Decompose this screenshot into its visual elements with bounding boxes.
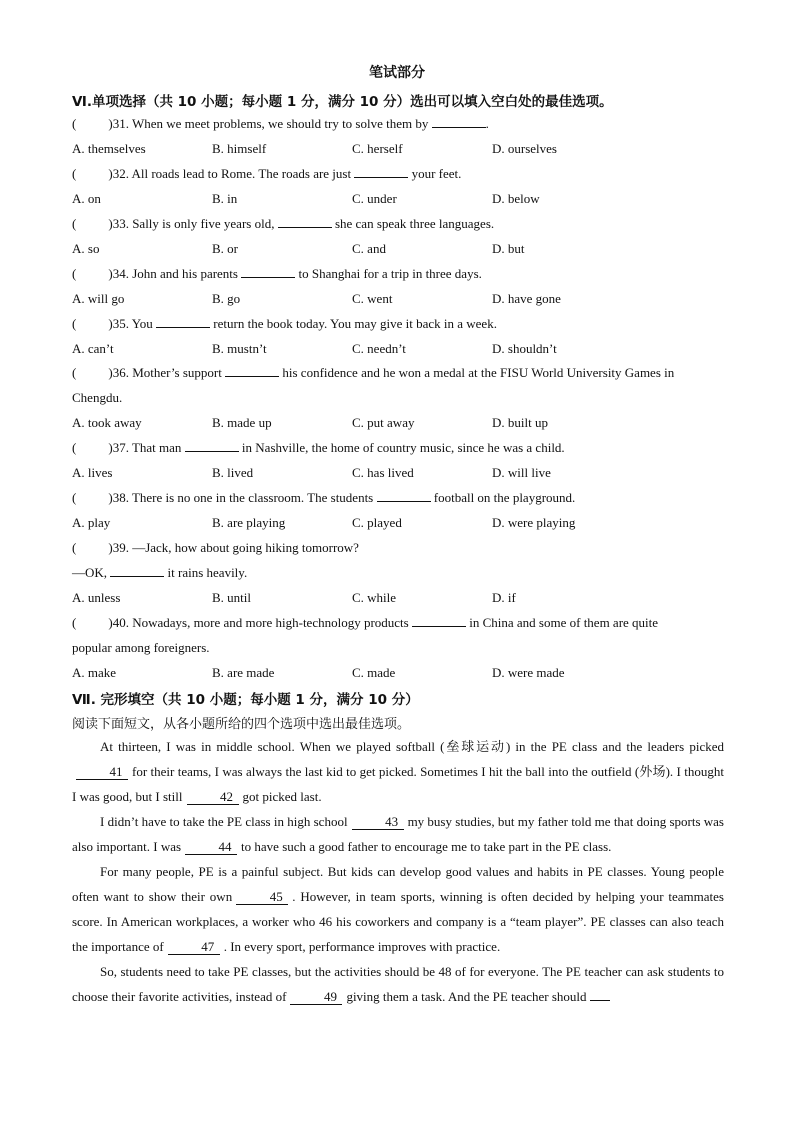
answer-blank bbox=[225, 364, 279, 377]
option-d: D. were made bbox=[492, 665, 565, 680]
option-b: B. are playing bbox=[212, 515, 286, 530]
cloze-blank-47: 47 bbox=[168, 940, 220, 955]
option-a: A. themselves bbox=[72, 141, 146, 156]
option-c: C. played bbox=[352, 515, 402, 530]
page-title: 笔试部分 bbox=[369, 65, 425, 81]
question-39-reply: —OK, it rains heavily. bbox=[72, 565, 248, 580]
option-c: C. herself bbox=[352, 141, 403, 156]
option-d: D. below bbox=[492, 191, 540, 206]
question-34: ( )34. John and his parents to Shanghai for a trip in three days. bbox=[72, 266, 482, 281]
option-b: B. or bbox=[212, 241, 238, 256]
answer-blank bbox=[278, 215, 332, 228]
option-d: D. if bbox=[492, 590, 516, 605]
option-c: C. under bbox=[352, 191, 397, 206]
option-c: C. and bbox=[352, 241, 386, 256]
option-d: D. were playing bbox=[492, 515, 576, 530]
option-b: B. in bbox=[212, 191, 238, 206]
answer-blank bbox=[432, 115, 486, 128]
option-c: C. made bbox=[352, 665, 396, 680]
section-7-heading: Ⅶ. 完形填空（共 10 小题；每小题 1 分，满分 10 分） bbox=[72, 692, 419, 708]
answer-blank bbox=[156, 315, 210, 328]
paragraph-1: At thirteen, I was in middle school. When we played softball (垒球运动) in the PE class and the leaders picked41 for their teams, I was always the last kid to get picked. Sometimes I hit the ball into the outfield (外场). I thought I was good, but I still 42 got picked last. bbox=[72, 739, 724, 804]
answer-blank bbox=[377, 489, 431, 502]
cloze-blank-43: 43 bbox=[352, 815, 404, 830]
cloze-blank-49: 49 bbox=[290, 990, 342, 1005]
option-c: C. has lived bbox=[352, 465, 414, 480]
cloze-blank-50 bbox=[590, 988, 610, 1001]
question-36: ( )36. Mother’s support his confidence and he won a medal at the FISU World University Games in bbox=[72, 365, 675, 380]
options-36 bbox=[72, 414, 732, 432]
option-a: A. lives bbox=[72, 465, 113, 480]
options-35 bbox=[72, 340, 732, 358]
question-38: ( )38. There is no one in the classroom. The students football on the playground. bbox=[72, 490, 576, 505]
answer-blank bbox=[110, 564, 164, 577]
option-b: B. mustn’t bbox=[212, 341, 267, 356]
question-31: ( )31. When we meet problems, we should try to solve them by . bbox=[72, 116, 489, 131]
option-a: A. make bbox=[72, 665, 117, 680]
option-a: A. so bbox=[72, 241, 100, 256]
option-d: D. built up bbox=[492, 415, 548, 430]
question-36-continuation: Chengdu. bbox=[72, 390, 123, 405]
option-a: A. can’t bbox=[72, 341, 114, 356]
paragraph-4: So, students need to take PE classes, but the activities should be 48 of for everyone. The PE teacher can ask students to choose their favorite activities, instead of 49 giving them a task. And the PE teacher should bbox=[72, 964, 724, 1004]
paragraph-3: For many people, PE is a painful subject. But kids can develop good values and habits in PE classes. Young people often want to show their own 45 . However, in team sports, winning is often decided by helping your teammates score. In American workplaces, a worker who 46 his coworkers and company is a “team player”. PE classes can also teach the importance of 47 . In every sport, performance improves with practice. bbox=[72, 864, 724, 954]
answer-blank bbox=[354, 165, 408, 178]
option-c: C. put away bbox=[352, 415, 415, 430]
cloze-passage bbox=[72, 734, 724, 1009]
options-38 bbox=[72, 514, 732, 532]
question-35: ( )35. You return the book today. You may give it back in a week. bbox=[72, 316, 497, 331]
answer-blank bbox=[185, 439, 239, 452]
options-39 bbox=[72, 589, 732, 607]
option-d: D. will live bbox=[492, 465, 551, 480]
question-40-continuation: popular among foreigners. bbox=[72, 640, 210, 655]
cloze-blank-41: 41 bbox=[76, 765, 128, 780]
option-a: A. will go bbox=[72, 291, 125, 306]
section-6-heading: Ⅵ.单项选择（共 10 小题；每小题 1 分，满分 10 分）选出可以填入空白处的最佳选项。 bbox=[72, 94, 613, 110]
option-a: A. took away bbox=[72, 415, 142, 430]
options-31 bbox=[72, 140, 732, 158]
section-7-instruction: 阅读下面短文，从各小题所给的四个选项中选出最佳选项。 bbox=[72, 717, 411, 732]
question-40: ( )40. Nowadays, more and more high-technology products in China and some of them are quite bbox=[72, 615, 659, 630]
options-34 bbox=[72, 290, 732, 308]
answer-blank bbox=[412, 614, 466, 627]
cloze-blank-45: 45 bbox=[236, 890, 288, 905]
options-37 bbox=[72, 464, 732, 482]
question-33: ( )33. Sally is only five years old, she can speak three languages. bbox=[72, 216, 495, 231]
cloze-blank-42: 42 bbox=[187, 790, 239, 805]
option-b: B. lived bbox=[212, 465, 254, 480]
option-d: D. have gone bbox=[492, 291, 561, 306]
option-c: C. went bbox=[352, 291, 393, 306]
options-33 bbox=[72, 240, 732, 258]
option-a: A. on bbox=[72, 191, 101, 206]
question-32: ( )32. All roads lead to Rome. The roads are just your feet. bbox=[72, 166, 462, 181]
option-b: B. until bbox=[212, 590, 252, 605]
option-b: B. are made bbox=[212, 665, 275, 680]
option-d: D. shouldn’t bbox=[492, 341, 557, 356]
question-39: ( )39. —Jack, how about going hiking tomorrow? bbox=[72, 540, 359, 555]
option-d: D. but bbox=[492, 241, 525, 256]
options-32 bbox=[72, 190, 732, 208]
cloze-blank-44: 44 bbox=[185, 840, 237, 855]
options-40 bbox=[72, 664, 732, 682]
option-b: B. made up bbox=[212, 415, 272, 430]
option-b: B. go bbox=[212, 291, 241, 306]
question-37: ( )37. That man in Nashville, the home of country music, since he was a child. bbox=[72, 440, 565, 455]
paragraph-2: I didn’t have to take the PE class in high school 43 my busy studies, but my father told me that doing sports was also important. I was 44 to have such a good father to encourage me to take part in the PE class. bbox=[72, 814, 724, 854]
option-d: D. ourselves bbox=[492, 141, 557, 156]
answer-blank bbox=[241, 265, 295, 278]
option-a: A. play bbox=[72, 515, 111, 530]
option-c: C. while bbox=[352, 590, 397, 605]
option-b: B. himself bbox=[212, 141, 267, 156]
option-c: C. needn’t bbox=[352, 341, 406, 356]
option-a: A. unless bbox=[72, 590, 121, 605]
